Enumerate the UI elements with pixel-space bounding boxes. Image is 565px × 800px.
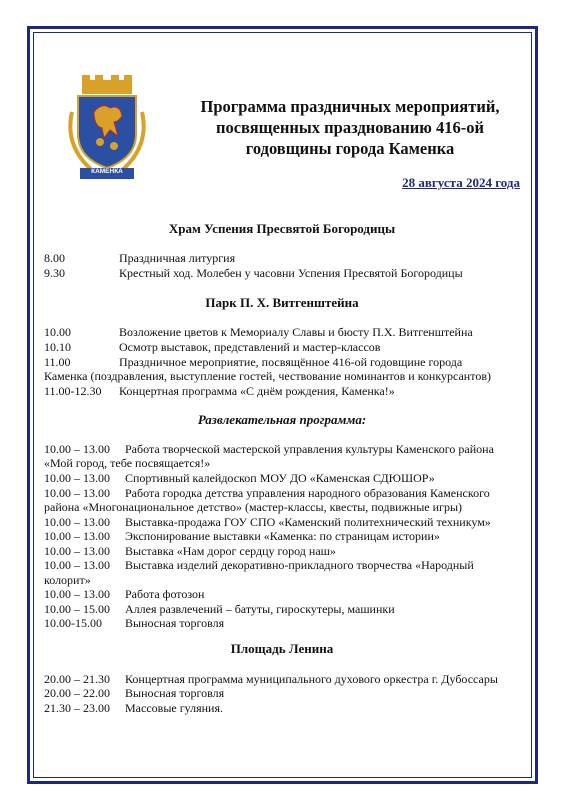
schedule-row-continuation <box>44 500 522 515</box>
schedule-row <box>44 266 522 281</box>
schedule-row <box>44 587 522 602</box>
schedule-text: Выносная торговля <box>125 616 225 630</box>
schedule-text: Аллея развлечений – батуты, гироскутеры, машинки <box>125 602 395 616</box>
schedule-time: 10.00 – 13.00 <box>44 558 110 572</box>
schedule-text: Выставка-продажа ГОУ СПО «Каменский политехнический техникум» <box>125 515 491 529</box>
schedule-text: Выносная торговля <box>125 686 225 700</box>
schedule-text: Выставка изделий декоративно-прикладного творчества «Народный <box>125 558 474 572</box>
schedule-text: Концертная программа «С днём рождения, Каменка!» <box>119 384 395 398</box>
schedule-row <box>44 325 522 340</box>
schedule-text: Каменка (поздравления, выступление гостей, чествование номинантов и конкурсантов) <box>44 369 491 383</box>
schedule-text: Крестный ход. Молебен у часовни Успения Пресвятой Богородицы <box>119 266 463 280</box>
crest-ribbon-text: КАМЕНКА <box>91 168 123 175</box>
schedule-text: колорит» <box>44 573 91 587</box>
schedule-time: 10.00 – 13.00 <box>44 529 110 543</box>
schedule-text: Работа фотозон <box>125 587 205 601</box>
schedule-row <box>44 340 522 355</box>
schedule-row <box>44 558 522 573</box>
schedule-text: Праздничное мероприятие, посвящённое 416-ой годовщине города <box>119 355 463 369</box>
schedule-text: Массовые гуляния. <box>125 701 223 715</box>
schedule-row <box>44 355 522 370</box>
schedule-text: «Мой город, тебе посвящается!» <box>44 456 211 470</box>
city-coat-of-arms-icon <box>64 72 150 182</box>
schedule-text: Экспонирование выставки «Каменка: по страницам истории» <box>125 529 440 543</box>
schedule-row-continuation <box>44 456 522 471</box>
schedule-row <box>44 486 522 501</box>
section-heading-square: Площадь Ленина <box>230 641 334 656</box>
schedule-text: Концертная программа муниципального духового оркестра г. Дубоссары <box>125 672 498 686</box>
schedule-row <box>44 544 522 559</box>
schedule-row <box>44 602 522 617</box>
title-line: посвященных празднованию 416-ой <box>215 118 485 137</box>
schedule-time: 10.00 – 13.00 <box>44 442 110 456</box>
schedule-time: 10.10 <box>44 340 71 354</box>
schedule-time: 10.00 – 13.00 <box>44 471 110 485</box>
schedule-text: Спортивный калейдоскоп МОУ ДО «Каменская СДЮШОР» <box>125 471 435 485</box>
schedule-time: 9.30 <box>44 266 65 280</box>
schedule-text: Осмотр выставок, представлений и мастер-классов <box>119 340 381 354</box>
schedule-time: 11.00-12.30 <box>44 384 102 398</box>
schedule-text: Работа городка детства управления народного образования Каменского <box>125 486 490 500</box>
schedule-time: 10.00 – 13.00 <box>44 587 110 601</box>
schedule-row <box>44 384 522 399</box>
section-heading-church: Храм Успения Пресвятой Богородицы <box>168 221 396 236</box>
schedule-row <box>44 442 522 457</box>
schedule-time: 8.00 <box>44 251 65 265</box>
schedule-time: 10.00-15.00 <box>44 616 102 630</box>
schedule-time: 10.00 – 13.00 <box>44 544 110 558</box>
event-date: 28 августа 2024 года <box>402 175 520 190</box>
schedule-time: 20.00 – 22.00 <box>44 686 110 700</box>
schedule-row-continuation <box>44 369 522 384</box>
schedule-row <box>44 701 522 716</box>
schedule-time: 11.00 <box>44 355 71 369</box>
schedule-row <box>44 515 522 530</box>
schedule-text: Возложение цветов к Мемориалу Славы и бюсту П.Х. Витгенштейна <box>119 325 473 339</box>
schedule-text: Праздничная литургия <box>119 251 236 265</box>
schedule-text: Работа творческой мастерской управления культуры Каменского района <box>125 442 494 456</box>
section-heading-entertainment: Развлекательная программа: <box>197 412 367 427</box>
schedule-row <box>44 251 522 266</box>
schedule-time: 10.00 – 13.00 <box>44 515 110 529</box>
schedule-row <box>44 471 522 486</box>
schedule-row <box>44 616 522 631</box>
document-title <box>170 96 530 159</box>
schedule-time: 10.00 <box>44 325 71 339</box>
schedule-time: 10.00 – 13.00 <box>44 486 110 500</box>
schedule-row <box>44 529 522 544</box>
section-heading-park: Парк П. Х. Витгенштейна <box>205 295 359 310</box>
schedule-time: 10.00 – 15.00 <box>44 602 110 616</box>
schedule-row-continuation <box>44 573 522 588</box>
schedule-text: района «Многонациональное детство» (мастер-классы, квесты, подвижные игры) <box>44 500 463 514</box>
title-line: годовщины города Каменка <box>245 139 455 158</box>
schedule-text: Выставка «Нам дорог сердцу город наш» <box>125 544 336 558</box>
schedule-row <box>44 686 522 701</box>
schedule-time: 20.00 – 21.30 <box>44 672 110 686</box>
schedule-time: 21.30 – 23.00 <box>44 701 110 715</box>
schedule-row <box>44 672 522 687</box>
title-line: Программа праздничных мероприятий, <box>200 97 500 116</box>
